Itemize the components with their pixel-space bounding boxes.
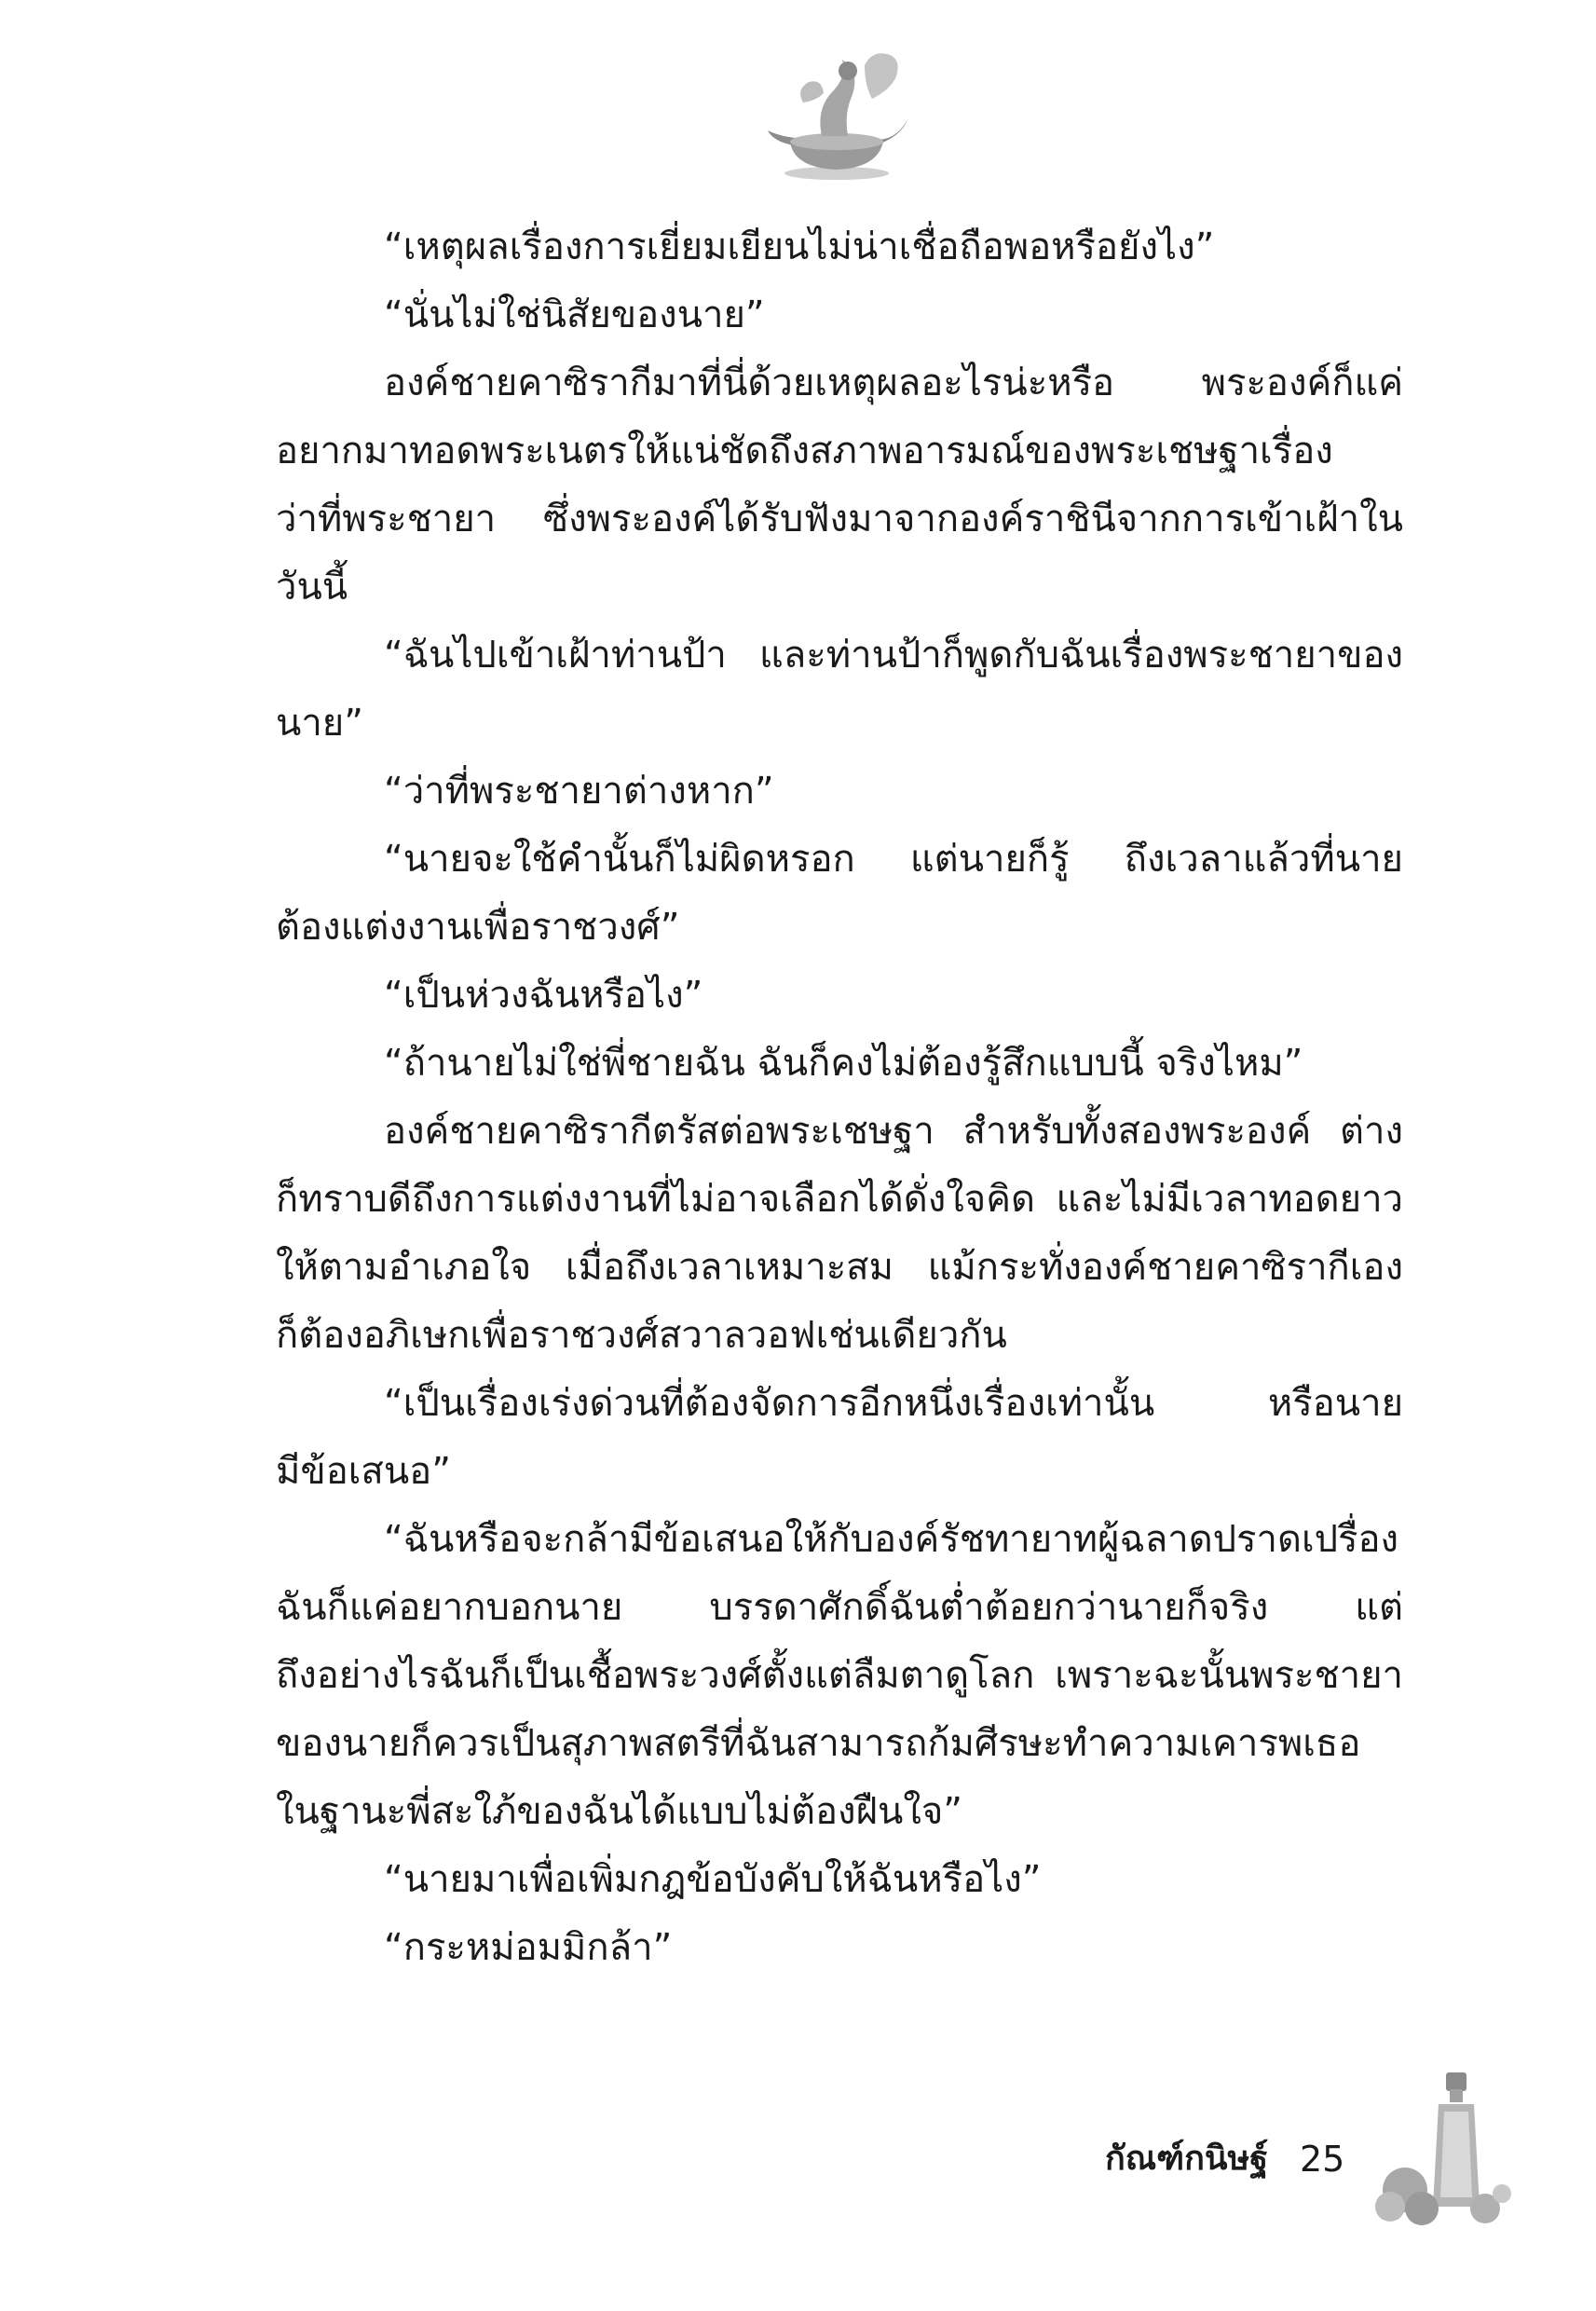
paragraph-line: อยากมาทอดพระเนตรให้แน่ชัดถึงสภาพอารมณ์ของพระเชษฐาเรื่อง (276, 430, 1333, 472)
paragraph-line: ฉันก็แค่อยากบอกนาย บรรดาศักดิ์ฉันต่ำต้อยกว่านายก็จริง แต่ (276, 1586, 1403, 1629)
paragraph-line: “เหตุผลเรื่องการเยี่ยมเยียนไม่น่าเชื่อถือพอหรือยังไง” (384, 226, 1215, 268)
book-title: กัณฑ์กนิษฐ์ (1105, 2140, 1269, 2178)
paragraph-line: “เป็นเรื่องเร่งด่วนที่ต้องจัดการอีกหนึ่งเรื่องเท่านั้น หรือนาย (384, 1382, 1403, 1425)
paragraph-line: “ว่าที่พระชายาต่างหาก” (384, 770, 774, 813)
paragraph-line: ก็ต้องอภิเษกเพื่อราชวงศ์สวาลวอฟเช่นเดียวกัน (276, 1314, 1007, 1357)
paragraph-line: องค์ชายคาซิรากีตรัสต่อพระเชษฐา สำหรับทั้งสองพระองค์ ต่าง (384, 1110, 1403, 1153)
paragraph-line: ต้องแต่งงานเพื่อราชวงศ์” (276, 906, 680, 949)
paragraph-line: วันนี้ (276, 566, 348, 609)
paragraph-line: “ถ้านายไม่ใช่พี่ชายฉัน ฉันก็คงไม่ต้องรู้สึกแบบนี้ จริงไหม” (384, 1042, 1303, 1085)
paragraph-line: “ฉันหรือจะกล้ามีข้อเสนอให้กับองค์รัชทายาทผู้ฉลาดปราดเปรื่อง (384, 1518, 1399, 1561)
paragraph-line: ของนายก็ควรเป็นสุภาพสตรีที่ฉันสามารถก้มศีรษะทำความเคารพเธอ (276, 1722, 1361, 1765)
paragraph-line: “นายจะใช้คำนั้นก็ไม่ผิดหรอก แต่นายก็รู้ ถึงเวลาแล้วที่นาย (384, 838, 1403, 881)
paragraph-line: “ฉันไปเข้าเฝ้าท่านป้า และท่านป้าก็พูดกับฉันเรื่องพระชายาของ (384, 634, 1403, 677)
paragraph-line: มีข้อเสนอ” (276, 1450, 451, 1493)
paragraph-line: “กระหม่อมมิกล้า” (384, 1926, 673, 1969)
paragraph-line: องค์ชายคาซิรากีมาที่นี่ด้วยเหตุผลอะไรน่ะหรือ พระองค์ก็แค่ (384, 362, 1403, 404)
paragraph-line: “นายมาเพื่อเพิ่มกฎข้อบังคับให้ฉันหรือไง” (384, 1858, 1042, 1901)
page-number: 25 (1300, 2139, 1345, 2180)
perfume-bottle-flowers-icon (1373, 2067, 1513, 2225)
paragraph-line: นาย” (276, 702, 363, 745)
paragraph-line: “เป็นห่วงฉันหรือไง” (384, 974, 703, 1017)
paragraph-line: ในฐานะพี่สะใภ้ของฉันได้แบบไม่ต้องฝืนใจ” (276, 1790, 963, 1833)
paragraph-line: “นั่นไม่ใช่นิสัยของนาย” (384, 294, 765, 336)
genie-lamp-ornament-icon (762, 45, 913, 183)
paragraph-line: ให้ตามอำเภอใจ เมื่อถึงเวลาเหมาะสม แม้กระทั่งองค์ชายคาซิรากีเอง (276, 1246, 1403, 1289)
paragraph-line: ถึงอย่างไรฉันก็เป็นเชื้อพระวงศ์ตั้งแต่ลืมตาดูโลก เพราะฉะนั้นพระชายา (276, 1654, 1403, 1697)
paragraph-line: ว่าที่พระชายา ซึ่งพระองค์ได้รับฟังมาจากองค์ราชินีจากการเข้าเฝ้าใน (276, 498, 1403, 540)
paragraph-line: ก็ทราบดีถึงการแต่งงานที่ไม่อาจเลือกได้ดั่งใจคิด และไม่มีเวลาทอดยาว (276, 1178, 1403, 1221)
